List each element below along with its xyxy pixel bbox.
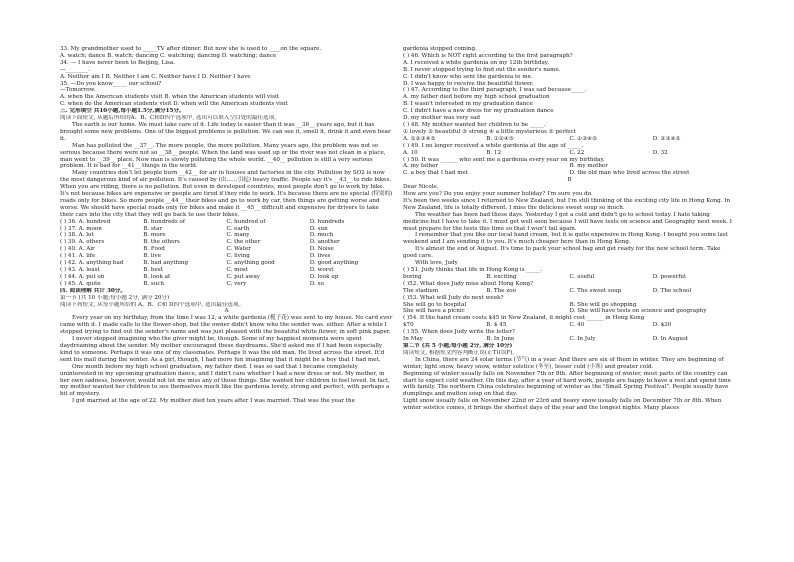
passage-a-continued: gardenia stopped coming. xyxy=(403,46,477,52)
passage-a-paragraph-3: One month before my high school graduation, my father died. I was so sad that I became completely uninterested in my upcoming graduation dance, and I didn't care whether I had a new dress or not. My mother, in her own sadness, however, would not let me miss any of those things. She wanted her children to feel loved. In fact, my mother wanted her children to see themselves much like the gardenia lovely, strong and perfect, with perhaps a bit of mystery. xyxy=(60,363,390,398)
section-4-instructions: 阅读下列短文, 从每小题所给的 A、B、C和 D四个选项中, 选出最佳选项。 xyxy=(60,301,245,308)
letter-paragraph-2: It's been two weeks since I returned to New Zealand, but I'm still thinking of the exciting city life in Hong Kong. In New Zealand, life is totally different. I miss the delicious sweet soup so much. xyxy=(403,197,731,211)
question-47-option-c: C. I didn't have a new dress for my graduation dance xyxy=(403,108,554,115)
question-46: ( ) 46. Which is NOT right according to the first paragraph? xyxy=(403,52,573,59)
question-51: ( ) 51. Judy thinks that life in Hong Kong is _____. xyxy=(403,267,543,273)
cloze-paragraph-3: Many countries don't let people burn __42__ for air in houses and factories in the city. Pollution by SO2 is now the most dangerous kind of air pollution. It's caused by (由……引起) heavy traffic. People say it's __43__ to ride bikes. When you are riding, there is no pollution. But even in developed countries, most people don't go to work by bike. It's not because bikes are expensive or people are tired if they ride to work. It's because there are no special (特别的) roads only for bikes. So more people __44__ their bikes and go to work by car, then things are getting worse and worse. We should have special roads only for bikes and make it __45__ difficult and expensive for drivers to take their cars into the city that they will go back to use their bikes. xyxy=(60,170,393,218)
question-52: ( )52. What does Judy miss about Hong Kong? xyxy=(403,280,534,287)
cloze-option-row: ( ) 40. A. Air B. Food C. Water D. Noise xyxy=(60,246,334,253)
section-3-title: 三. 完形填空 共10小题,每小题1.5分,满分15分。 xyxy=(60,108,185,115)
cloze-option-row: ( ) 41. A. life B. live C. living D. lives xyxy=(60,253,331,260)
passage-a-paragraph-1: Every year on my birthday, from the time I was 12, a white gardenia (栀子花) was sent to my house. No card ever came with it. I made calls to the flower-shop, but the owner didn't know who the sender was. either. After a while I stopped trying to find out the sender's name and was just pleased with the beautiful white flower, in soft pink paper. xyxy=(60,315,393,336)
question-53-options-ab: She will go to hospital B. She will go shopping xyxy=(403,301,637,308)
question-33-options: A. watch; dance B. watch; dancing C. watching; dancing D. watching; dance xyxy=(60,52,277,59)
section-3-instructions: 阅读下面短文, 从题后所给的A、B、C和D四个选项中, 选出可以填入空白处的最佳选项。 xyxy=(60,115,280,122)
question-46-option-d: D. I was happy to receive the beautiful flower. xyxy=(403,80,534,87)
cloze-option-row: ( ) 38. A. lot B. more C. many D. much xyxy=(60,232,334,239)
question-47-option-a: A. my father died before my high school graduation xyxy=(403,94,550,101)
question-35-answer: —Tomorrow. xyxy=(60,87,96,94)
question-48-options: A. ①②③④⑤ B. ①②④⑤ C. ①③④⑤ D. ②③④⑤ xyxy=(403,135,681,142)
right-column xyxy=(403,46,736,412)
cloze-option-row: ( ) 44. A. put on B. look at C. put away D. look up xyxy=(60,273,339,280)
letter-closing: With love, Judy xyxy=(415,260,458,267)
question-55-options: In May B. In June C. In July D. In August xyxy=(403,336,689,343)
question-50: ( ) 50. It was ______ who sent me a gardenia every year on my birthday. xyxy=(403,156,605,163)
question-49-options: A. 10 B. 12 C. 22 D. 32 xyxy=(403,149,668,156)
letter-paragraph-1: How are you? Do you enjoy your summer holiday? I'm sure you do. xyxy=(403,191,593,198)
question-46-option-a: A. I received a white gardenia on my 12th birthday. xyxy=(403,59,549,66)
passage-c-paragraph-2: Beginning of winter usually falls on November 7th or 8th. After beginning of winter, most parts of the country can start to expect cold weather. On this day, after a year of hard work, people are happy to have a rest and spend time with family. The northern China celebrates beginning of winter as the "Small Spring Festival". People usually have dumplings and mutton soup on that day. xyxy=(403,370,731,398)
cloze-option-row: ( ) 43. A. least B. best C. most D. worst xyxy=(60,267,334,273)
question-35: 35. —Do you know_____ our school? xyxy=(60,80,162,87)
cloze-option-row: ( ) 39. A. others B. the others C. the other D. another xyxy=(60,239,340,246)
question-50-options-ab: A. my father B. my mother xyxy=(403,163,608,170)
question-34: 34. — I have never been to Beijing, Lisa. xyxy=(60,59,175,66)
section-4-part-2-instructions: 阅读短文, 根据短文内容判断正误(正T)(误F)。 xyxy=(403,349,518,356)
question-48-list: ① lovely ② beautiful ③ strong ④ a little mysterious ⑤ perfect xyxy=(403,128,576,135)
letter-paragraph-4: I remember that you like our local hand cream, but it is quite expensive in Hong Kong. I bought you some last weekend and I am sending it to you. It's much cheaper here than in Hong Kong. xyxy=(403,232,728,246)
question-47-option-d: D. my mother was very sad xyxy=(403,115,481,122)
question-34-blank: —________. xyxy=(60,66,90,73)
question-53-options-cd: She will have a picnic D. She will have tests on science and geography xyxy=(403,308,707,315)
cloze-option-row: ( ) 45. A. quite B. such C. very D. so xyxy=(60,280,324,287)
cloze-option-row: ( ) 37. A. moon B. star C. earth D. sun xyxy=(60,225,328,232)
question-54: ( )54. If the hand cream costs $45 in New Zealand, it might cost ______ in Hong Kong xyxy=(403,315,645,322)
question-55: ( ) 55. When does Judy write the letter? xyxy=(403,329,516,336)
passage-c-paragraph-3: Light snow usually falls on November 22nd or 23rd and heavy snow usually falls on December 7th or 8th. When winter solstice comes, it brings the shortest days of the year and the longest nights. Many places xyxy=(403,398,722,412)
question-53: ( )53. What will Judy do next week? xyxy=(403,294,504,301)
cloze-option-row: ( ) 42. A. anything bad B. bad anything C. anything good D. good anything xyxy=(60,260,359,267)
question-35-options-cd: C. when do the American students visit D. when will the American students visit xyxy=(60,101,288,108)
left-column xyxy=(60,46,393,405)
question-35-options-ab: A. when the American students visit B. when the American students will visit xyxy=(60,94,279,101)
passage-b-label: B xyxy=(567,177,572,184)
section-4-part-1: 第一节 (共 10 小题;每小题 2分, 满分 20分) xyxy=(60,294,170,301)
letter-paragraph-3: The weather has been bad these days. Yesterday I got a cold and didn't go to school today. I hate taking medicine but I have to take it. I must get well soon because I will have tests on science and Geography next week. I must prepare for the tests this time so that I won't fail again. xyxy=(403,211,733,232)
cloze-paragraph-1: The earth is our home. We must take care of it. Life today is easier than it was __36__ years ago, but it has brought some new problems. One of the biggest problems is pollution. We can see it, smell it, drink it and even hear it. xyxy=(60,121,391,142)
letter-paragraph-5: It's almost the end of August. It's time to pack your school bag and get ready for the new school term. Take good care. xyxy=(403,246,721,260)
cloze-option-row: ( ) 36. A. hundred B. hundreds of C. hundred of D. hundreds xyxy=(60,218,345,225)
passage-a-paragraph-2: I never stopped imagining who the giver might be, though. Some of my happiest moments were spent daydreaming about the sender. My mother encouraged these daydreams. She'd asked me if I had been especially kind to someone. Perhaps it was one of my classmates. Perhaps it was the old man. He lived across the street. It'd sent his mail during the winter. As a girl, though, I had more fun imagining that it might be a boy that I had met. xyxy=(60,336,385,363)
question-48: ( ) 48. My mother wanted her children to be _____. xyxy=(403,121,546,128)
question-54-options: $70 B. $ 45 C. 40 D. $30 xyxy=(403,322,672,329)
question-47-option-b: B. I wasn't interested in my graduation dance xyxy=(403,101,533,108)
section-4-part-2: 第二节 (共 5 小题;每小题 2分, 满分 10分) xyxy=(403,342,513,349)
question-46-option-c: C. I didn't know who sent the gardenia to me. xyxy=(403,73,533,80)
cloze-paragraph-2: Man has polluted the __37__. The more people, the more pollution. Many years ago, the problem was not so serious because there were not so __38__ people. When the land was used up or the river was not clean in a place, man went to __39__ place. Now man is slowly polluting the whole world. __40__ pollution is still a very serious problem. It is bad for __41__ things in the world. xyxy=(60,142,386,170)
question-51-options: boring B. exciting C. useful D. powerful xyxy=(403,273,686,280)
section-4-title: 四. 阅读理解 共计 30分。 xyxy=(60,287,126,294)
question-33: 33. My grandmother used to _____TV after dinner. But now she is used to ____on the square. xyxy=(60,46,322,52)
passage-a-paragraph-4: I got married at the age of 22. My mother died ten years after I was married. That was the year the xyxy=(72,398,355,405)
question-50-options-cd: C. a boy that I had met D. the old man who lived across the street xyxy=(403,170,690,177)
passage-c-paragraph-1: In China, there are 24 solar terms (节气) in a year. And there are six of them in winter. They are beginning of winter, light snow, heavy snow, winter solstice (冬至), lesser cold (小寒) and greater cold. xyxy=(403,356,724,370)
question-46-option-b: B. I never stopped trying to find out the sender's name. xyxy=(403,66,561,73)
passage-a-label: A xyxy=(224,308,229,315)
question-34-options: A. Neither am I B. Neither I am C. Neither have I D. Neither I have xyxy=(60,73,251,80)
question-47: ( ) 47. According to the third paragraph, I was sad because_____. xyxy=(403,87,587,94)
question-49: ( ) 49. I no longer received a white gardenia at the age of _____. xyxy=(403,142,584,149)
question-52-options: The stadium B. The zoo C. The sweet soup D. The school xyxy=(403,287,692,294)
letter-greeting: Dear Nicole, xyxy=(403,184,439,191)
